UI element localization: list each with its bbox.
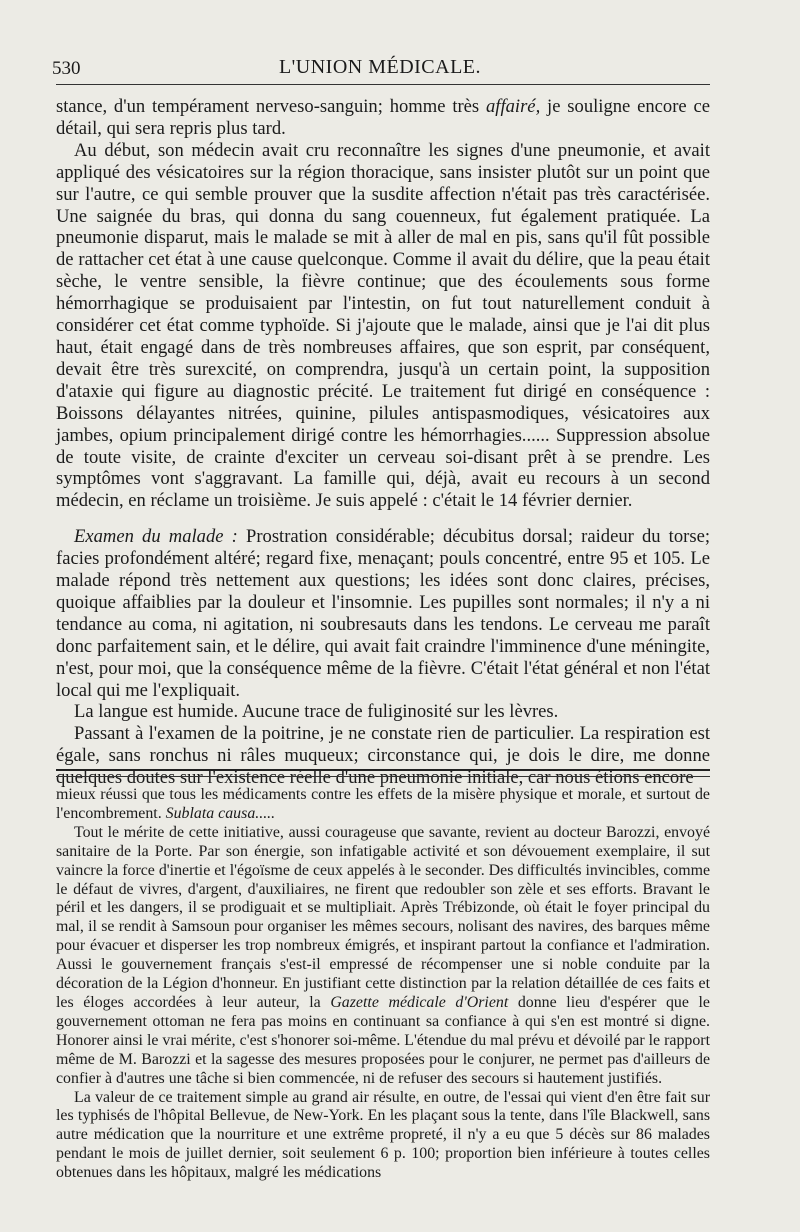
main-text bbox=[56, 96, 710, 789]
text-run: Tout le mérite de cette initiative, aussi courageuse que savante, revient au docteur Barozzi, envoyé sanitaire de la Porte. Par son énergie, son infatigable activité et son dévouement exemplaire, il sut vaincre la force d'inertie et l'égoïsme de ceux appelés à le seconder. Des difficultés invincibles, comme le défaut de vivres, d'argent, d'auxiliaires, ne firent que redoubler son zèle et ses efforts. Bravant le péril et les dangers, il se prodiguait et se multipliait. Après Trébizonde, où était le foyer principal du mal, il se rendit à Samsoun pour organiser les mêmes secours, nolisant des navires, des barques même pour évacuer et disperser les trop nombreux émigrés, et inspirant partout la confiance et l'admiration. Aussi le gouvernement français s'est-il empressé de récompenser une si noble conduite par la décoration de la Légion d'honneur. En justifiant cette distinction par la relation détaillée de ces faits et les éloges accordées à leur auteur, la bbox=[56, 823, 710, 1011]
header-rule bbox=[56, 84, 710, 85]
text-run: mieux réussi que tous les médicaments contre les effets de la misère physique et morale, et surtout de l'encombrement. bbox=[56, 786, 710, 822]
paragraph-chest: Passant à l'examen de la poitrine, je ne constate rien de particulier. La respiration est égale, sans ronchus ni râles muqueux; circonstance qui, je dois le dire, me donne quelques doutes sur l'existence réelle d'une pneumonie initiale, car nous étions encore bbox=[56, 723, 710, 789]
footnote-separator-thick bbox=[56, 769, 710, 771]
paragraph-history: Au début, son médecin avait cru reconnaître les signes d'une pneumonie, et avait appliqué des vésicatoires sur la région thoracique, sans insister plutôt sur un point que sur l'autre, ce qui semble prouver que la susdite affection n'était pas très caractérisée. Une saignée du bras, qui donna du sang couenneux, fut également pratiquée. La pneumonie disparut, mais le malade se mit à aller de mal en pis, sans qu'il fût possible de rattacher cet état à une cause quelconque. Comme il avait du délire, que la peau était sèche, le ventre sensible, la fièvre continue; que des écoulements sous forme hémorrhagique se produisaient par l'intestin, on fut tout naturellement conduit à considérer cet état comme typhoïde. Si j'ajoute que le malade, ainsi que je l'ai dit plus haut, était engagé dans de très nombreuses affaires, que son esprit, par conséquent, devait être très surexcité, on comprendra, jusqu'à un certain point, la supposition d'ataxie qui figure au diagnostic précité. Le traitement fut dirigé en conséquence : Boissons délayantes nitrées, quinine, pilules antispasmodiques, vésicatoires aux jambes, opium principalement dirigé contre les hémorrhagies...... Suppression absolue de toute visite, de crainte d'exciter un cerveau soi-disant prêt à se prendre. Les symptômes vont s'aggravant. La famille qui, déjà, avait eu recours à un second médecin, en réclame un troisième. Je suis appelé : c'était le 14 février dernier. bbox=[56, 139, 710, 512]
page-header bbox=[52, 52, 708, 82]
section-heading: Examen du malade : bbox=[74, 526, 238, 548]
text-run: je souligne encore ce détail, qui sera repris plus tard. bbox=[56, 96, 710, 139]
footnote-paragraph bbox=[56, 786, 710, 824]
text-run: donne lieu d'espérer que le gouvernement ottoman ne fera pas moins en continuant sa confiance à qui s'en est montré si digne. Honorer ainsi le vrai mérite, c'est s'honorer soi-même. L'étendue du mal prévu et dévoilé par le rapport même de M. Barozzi et la sagesse des mesures proposées pour le conjurer, ne permet pas d'ailleurs de confier à d'autres une tâche si bien commencée, ni de refuser des secours si hautement justifiés. bbox=[56, 993, 710, 1087]
paragraph-examination bbox=[56, 526, 710, 701]
emphasis: Sublata causa..... bbox=[165, 804, 276, 822]
footnote-text bbox=[56, 786, 710, 1183]
footnote-paragraph: La valeur de ce traitement simple au grand air résulte, en outre, de l'essai qui vient d'en être fait sur les typhisés de l'hôpital Bellevue, de New-York. En les plaçant sous la tente, dans l'île Blackwell, sans autre médication que la nourriture et une extrême propreté, il n'y a eu que 5 décès sur 86 malades pendant le mois de juillet dernier, soit seulement 6 p. 100; proportion bien inférieure à toutes celles obtenues dans les hôpitaux, malgré les médications bbox=[56, 1088, 710, 1182]
text-run: Prostration considérable; décubitus dorsal; raideur du torse; facies profondément altéré; regard fixe, menaçant; pouls concentré, entre 95 et 105. Le malade répond très nettement aux questions; les idées sont donc claires, précises, quoique affaiblies par la douleur et l'insomnie. Les pupilles sont normales; il n'y a ni tendance au coma, ni agitation, ni soubresauts dans les tendons. Le cerveau me paraît donc parfaitement sain, et le délire, qui avait fait craindre l'imminence d'une méningite, n'est, pour moi, que la conséquence même de la fièvre. C'était l'état général et non l'état local qui me l'expliquait. bbox=[56, 526, 710, 701]
paragraph-continuation bbox=[56, 96, 710, 140]
footnote-paragraph bbox=[56, 824, 710, 1089]
paragraph-tongue: La langue est humide. Aucune trace de fuliginosité sur les lèvres. bbox=[74, 701, 559, 723]
emphasis: Gazette médicale d'Orient bbox=[330, 993, 509, 1011]
footnote-separator-thin bbox=[56, 776, 710, 777]
running-title: L'UNION MÉDICALE. bbox=[278, 56, 482, 78]
text-run: stance, d'un tempérament nerveso-sanguin; homme très bbox=[56, 96, 486, 117]
emphasis: affairé, bbox=[485, 96, 541, 117]
page-number: 530 bbox=[52, 58, 81, 79]
